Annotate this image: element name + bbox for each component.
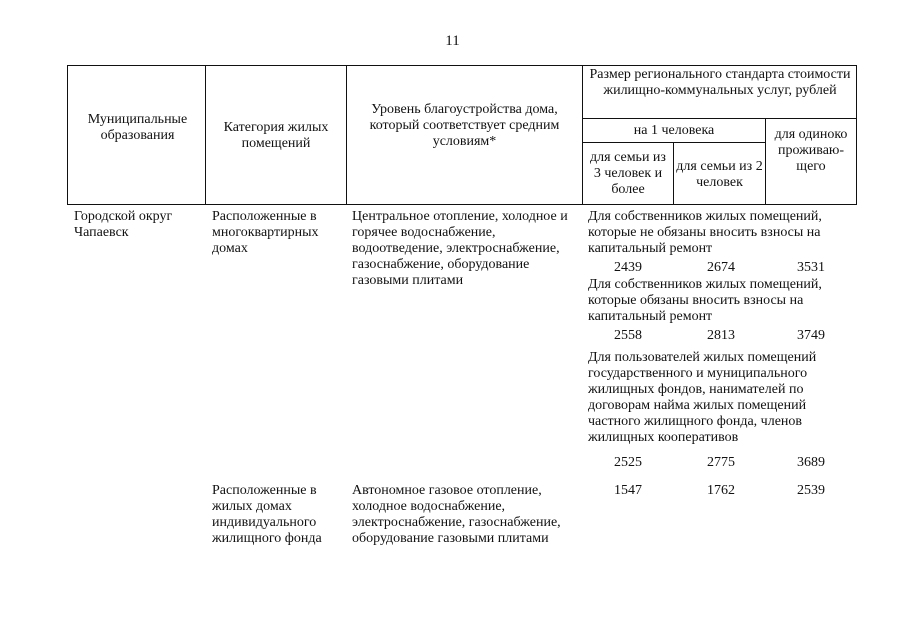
group-4-value-single: 2539 bbox=[797, 483, 825, 498]
group-2-label: Для собственников жилых помещений, которые обязаны вносить взносы на капитальный ремонт bbox=[588, 277, 822, 324]
group-1-value-single: 3531 bbox=[797, 260, 825, 275]
amenities-1: Центральное отопление, холодное и горячее водоснабжение, водоотведение, электроснабжение, газоснабжение, оборудование газовыми плитами bbox=[352, 209, 568, 288]
table-divider-single bbox=[765, 118, 766, 205]
group-3-value-family-2: 2775 bbox=[707, 455, 735, 470]
group-2-value-single: 3749 bbox=[797, 328, 825, 343]
municipality-name: Городской округ Чапаевск bbox=[74, 209, 173, 240]
header-amenities: Уровень благоустройства дома, который соответствует средним условиям* bbox=[369, 102, 560, 149]
group-1-value-family-3plus: 2439 bbox=[614, 260, 642, 275]
header-family-3plus: для семьи из 3 человек и более bbox=[590, 150, 666, 197]
group-3-value-single: 3689 bbox=[797, 455, 825, 470]
table-border-left bbox=[67, 65, 68, 205]
amenities-2: Автономное газовое отопление, холодное водоснабжение, электроснабжение, газоснабжение, оборудование газовыми плитами bbox=[352, 483, 561, 546]
category-1: Расположенные в многоквартирных домах bbox=[212, 209, 319, 256]
header-single: для одиноко проживаю-щего bbox=[774, 127, 848, 174]
table-divider-2 bbox=[346, 65, 347, 205]
group-4-value-family-3plus: 1547 bbox=[614, 483, 642, 498]
group-1-label: Для собственников жилых помещений, которые не обязаны вносить взносы на капитальный ремонт bbox=[588, 209, 822, 256]
group-1-value-family-2: 2674 bbox=[707, 260, 735, 275]
table-divider-1 bbox=[205, 65, 206, 205]
table-border-top bbox=[67, 65, 857, 66]
header-family-2: для семьи из 2 человек bbox=[676, 159, 763, 190]
table-subheader-line bbox=[582, 118, 857, 119]
table-divider-family bbox=[673, 142, 674, 205]
group-4-value-family-2: 1762 bbox=[707, 483, 735, 498]
group-2-value-family-3plus: 2558 bbox=[614, 328, 642, 343]
header-category: Категория жилых помещений bbox=[223, 120, 329, 151]
table-border-header-bottom bbox=[67, 204, 857, 205]
header-per-person: на 1 человека bbox=[633, 123, 715, 138]
group-2-value-family-2: 2813 bbox=[707, 328, 735, 343]
group-3-label: Для пользователей жилых помещений государственного и муниципального жилищных фондов, нанимателей по договорам найма жилых помещений частного жилищного фонда, членов жилищных кооперативов bbox=[588, 350, 817, 445]
group-3-value-family-3plus: 2525 bbox=[614, 455, 642, 470]
page-number: 11 bbox=[445, 33, 460, 49]
category-2: Расположенные в жилых домах индивидуального жилищного фонда bbox=[212, 483, 322, 546]
header-standard: Размер регионального стандарта стоимости жилищно-коммунальных услуг, рублей bbox=[589, 67, 851, 98]
header-municipality: Муниципальные образования bbox=[87, 112, 188, 143]
table-border-right bbox=[856, 65, 857, 205]
